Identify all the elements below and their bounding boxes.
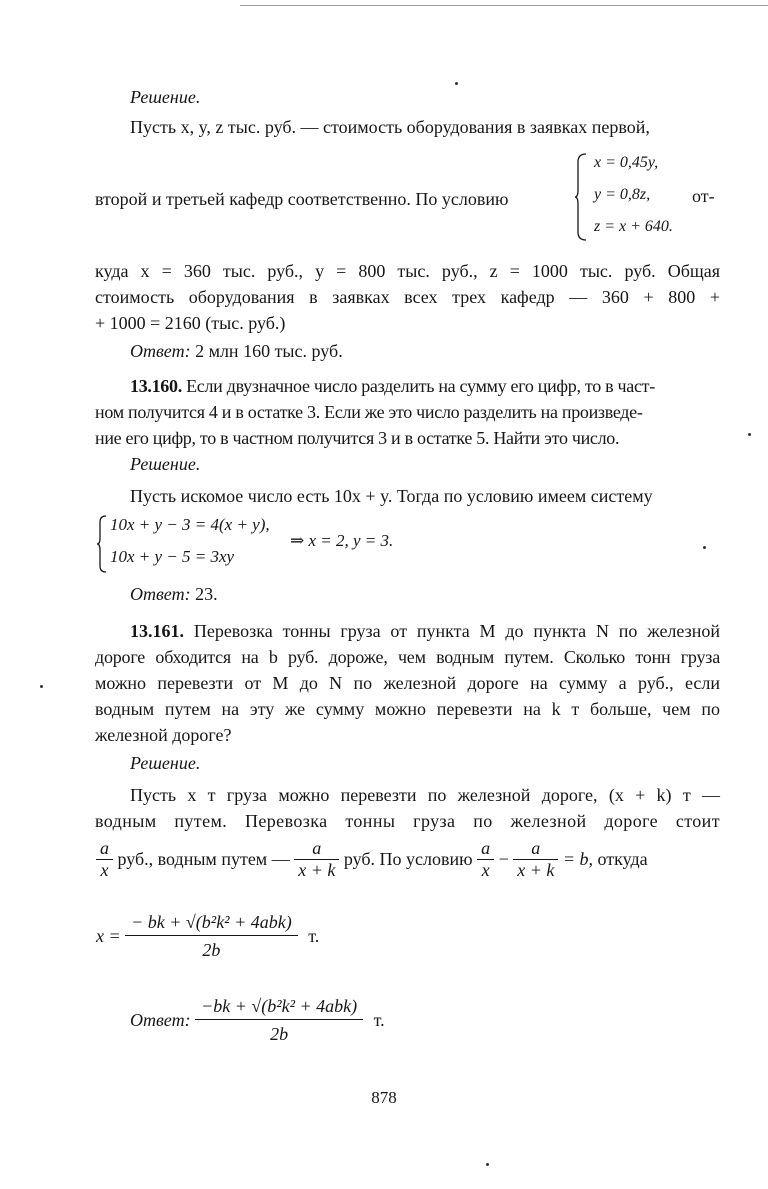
problem-number: 13.161. bbox=[130, 621, 184, 641]
fraction-a-xk: $\frac{a}{x + k}$ bbox=[294, 838, 339, 881]
scan-speck bbox=[455, 82, 458, 85]
fraction-a-x: $\frac{a}{x}$ bbox=[96, 838, 113, 881]
answer-line: Ответ: 23. bbox=[130, 584, 218, 604]
answer-line: Ответ: 2 млн 160 тыс. руб. bbox=[130, 341, 343, 361]
problem-number: 13.160. bbox=[130, 376, 182, 396]
x-formula: x = $\frac{\text{− bk + √(b²k² + 4abk)}}{2b}$ т. bbox=[96, 912, 320, 960]
solution-text: Пусть x, y, z тыс. руб. — стоимость оборудования в заявках первой, bbox=[130, 117, 650, 137]
system-eq-2: 10x + y − 5 = 3xy bbox=[110, 547, 235, 566]
scan-speck bbox=[748, 433, 751, 436]
problem-160: 13.160. Если двузначное число разделить на сумму его цифр, то в част- ном получится 4 и в остатке 3. Если же это число разделить на произведе- ние его цифр, то в частном получится 3 и в остатке 5. Найти это число. Решение. Пусть искомое число есть 10x + y. Тогда по условию имеем систему bbox=[95, 373, 720, 509]
line-tail: от- bbox=[692, 186, 715, 206]
fraction-a-xk: $\frac{a}{x + k}$ bbox=[513, 838, 558, 881]
fraction-a-x: $\frac{a}{x}$ bbox=[477, 838, 494, 881]
solution1-block bbox=[130, 84, 720, 140]
system-eq-1: x = 0,45y, bbox=[594, 154, 659, 171]
fraction-line: $\frac{a}{x}$ руб., водным путем — $\frac{a}{x + k}$ руб. По условию $\frac{a}{x}$ − $\frac{a}{x + k}$ = b, откуда bbox=[96, 838, 736, 881]
top-rule bbox=[240, 5, 768, 6]
brace-icon bbox=[96, 514, 108, 574]
solution-heading: Решение. bbox=[130, 753, 201, 773]
solution-heading: Решение. bbox=[130, 454, 201, 474]
problem-161: 13.161. Перевозка тонны груза от пункта M до пункта N по железной дороге обходится на b руб. дороже, чем водным путем. Сколько тонн груза можно перевезти от M до N по железной дороге на сумму a руб., если водным путем на эту же сумму можно перевезти на k т больше, чем по железной дороге? Решение. Пусть x т груза можно перевезти по железной дороге, (x + k) т — водным путем. Перевозка тонны груза по железной дороге стоит bbox=[95, 621, 721, 831]
scan-speck bbox=[703, 546, 706, 549]
system-eq-3: z = x + 640. bbox=[594, 218, 673, 235]
scan-speck bbox=[486, 1163, 489, 1166]
page-number: 878 bbox=[371, 1088, 397, 1107]
system-result: ⇒ x = 2, y = 3. bbox=[290, 531, 394, 550]
scan-speck bbox=[40, 685, 43, 688]
system-eq-1: 10x + y − 3 = 4(x + y), bbox=[110, 515, 270, 534]
formula-fraction: $\frac{\text{− bk + √(b²k² + 4abk)}}{2b}$ bbox=[125, 912, 298, 961]
solution1-continued: куда x = 360 тыс. руб., y = 800 тыс. руб., z = 1000 тыс. руб. Общая стоимость оборудования в заявках всех трех кафедр — 360 + 800 + + 1000 = 2160 (тыс. руб.) Ответ: 2 млн 160 тыс. руб. bbox=[95, 258, 720, 364]
solution-heading: Решение. bbox=[130, 87, 201, 107]
brace-icon bbox=[574, 152, 588, 242]
formula-fraction: $\frac{\text{−bk + √(b²k² + 4abk)}}{2b}$ bbox=[195, 996, 363, 1045]
solution1-line2: второй и третьей кафедр соответственно. По условию bbox=[95, 189, 509, 209]
system-eq-2: y = 0,8z, bbox=[594, 186, 651, 203]
answer-formula: Ответ: $\frac{\text{−bk + √(b²k² + 4abk)}}{2b}$ т. bbox=[130, 996, 385, 1044]
